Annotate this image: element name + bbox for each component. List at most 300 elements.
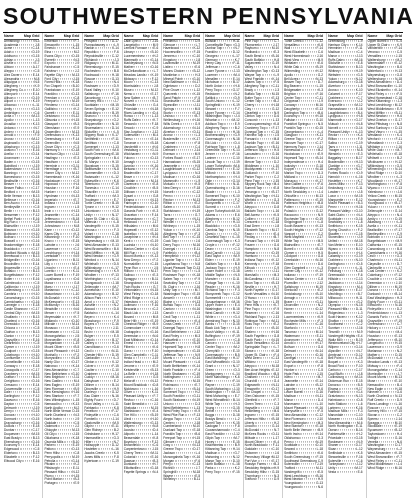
place-name: Vandergrift	[284, 469, 300, 474]
dot-leader	[135, 123, 151, 124]
dot-leader	[385, 460, 395, 461]
dot-leader	[188, 365, 193, 366]
index-entry	[124, 471, 158, 475]
map-grid-ref: J-11	[112, 326, 119, 331]
dot-leader	[23, 244, 32, 245]
dot-leader	[13, 108, 32, 109]
place-name: Gallitzin	[44, 106, 56, 111]
place-name: Shippingport	[284, 220, 303, 225]
map-grid-ref: E-4	[74, 265, 80, 270]
dot-leader	[95, 116, 113, 117]
dot-leader	[254, 331, 271, 332]
map-grid-ref: D-8	[273, 205, 280, 210]
place-name: Braddock	[4, 246, 18, 251]
map-grid-ref: E-2	[397, 197, 402, 202]
map-grid-ref: F-18	[355, 318, 363, 323]
map-grid-ref: K-13	[72, 401, 80, 406]
dot-leader	[176, 452, 195, 453]
map-grid-ref: F-11	[272, 443, 280, 448]
map-grid-ref: F-19	[233, 333, 240, 338]
place-name: Delmont	[163, 148, 176, 153]
place-name: White Oak	[367, 148, 383, 153]
map-grid-ref: K-15	[272, 394, 280, 399]
place-name: Meadow Lands	[367, 360, 390, 365]
dot-leader	[222, 460, 233, 461]
dot-leader	[19, 40, 33, 41]
map-grid-ref: N-9	[74, 254, 80, 259]
dot-leader	[260, 305, 274, 306]
map-grid-ref: H-10	[111, 159, 119, 164]
place-name: Reynoldsville	[84, 53, 104, 58]
dot-leader	[341, 165, 357, 166]
dot-leader	[381, 260, 395, 261]
dot-leader	[379, 441, 397, 442]
dot-leader	[58, 218, 72, 219]
dot-leader	[59, 127, 74, 128]
dot-leader	[260, 358, 271, 359]
map-grid-ref: L-8	[235, 144, 240, 149]
dot-leader	[173, 312, 194, 313]
map-grid-ref: E-16	[32, 398, 40, 403]
dot-leader	[260, 475, 273, 476]
dot-leader	[18, 343, 34, 344]
map-grid-ref: F-5	[74, 311, 80, 316]
map-grid-ref: K-6	[318, 450, 324, 455]
map-grid-ref: K-7	[234, 57, 240, 62]
dot-leader	[180, 89, 193, 90]
place-name: Lemont Furnace	[123, 46, 148, 51]
map-grid-ref: G-11	[316, 299, 324, 304]
dot-leader	[293, 301, 316, 302]
place-name: New Stanton	[284, 424, 303, 429]
place-name: McDonald	[367, 356, 382, 361]
dot-leader	[294, 263, 317, 264]
place-name: Armstrong	[4, 38, 19, 43]
dot-leader	[272, 184, 273, 185]
place-name: Gilmore	[163, 439, 175, 444]
place-name: Uniontown	[84, 208, 100, 213]
place-name: Irwin	[44, 208, 52, 213]
dot-leader	[134, 195, 153, 196]
map-grid-ref: H-9	[396, 205, 402, 210]
map-grid-ref: L-3	[114, 356, 119, 361]
header-grid-label: Map Grid	[184, 34, 201, 38]
dot-leader	[219, 78, 233, 79]
place-name: Midland	[44, 318, 56, 323]
map-grid-ref: H-11	[355, 295, 363, 300]
place-name: North Belle Vernon	[44, 409, 72, 414]
place-name: Springdale Twp	[244, 345, 267, 350]
place-name: Mather	[367, 352, 378, 357]
map-grid-ref: L-4	[153, 295, 159, 300]
place-name: Unity	[328, 466, 336, 471]
header-grid-label: Map Grid	[346, 34, 363, 38]
place-name: West Kittanning	[367, 99, 390, 104]
map-grid-ref: K-9	[318, 314, 324, 319]
map-grid-ref: H-8	[195, 345, 201, 350]
map-grid-ref: L-2	[235, 416, 240, 421]
map-grid-ref: C-8	[74, 450, 80, 455]
dot-leader	[133, 176, 154, 177]
map-grid-ref: B-18	[232, 307, 240, 312]
dot-leader	[174, 467, 195, 468]
dot-leader	[225, 146, 234, 147]
map-grid-ref: K-12	[316, 269, 324, 274]
map-grid-ref: N-18	[316, 167, 324, 172]
map-grid-ref: G-19	[272, 61, 280, 66]
map-grid-ref: H-18	[272, 103, 280, 108]
place-name: Washington	[367, 65, 385, 70]
place-name: Chippewa	[284, 99, 299, 104]
dot-leader	[378, 214, 396, 215]
map-grid-ref: K-10	[151, 299, 159, 304]
dot-leader	[385, 411, 395, 412]
dot-leader	[221, 437, 234, 438]
dot-leader	[14, 271, 32, 272]
map-grid-ref: J-8	[153, 84, 159, 89]
dot-leader	[139, 59, 151, 60]
map-grid-ref: H-19	[193, 208, 201, 213]
map-grid-ref: B-19	[316, 65, 324, 70]
dot-leader	[101, 252, 111, 253]
place-name: Jefferson	[205, 65, 219, 70]
place-name: Bullskin	[205, 38, 217, 43]
dot-leader	[302, 82, 318, 83]
place-name: Bridgeville	[4, 258, 19, 263]
place-name: Fredericktown	[123, 205, 144, 210]
place-name: Richland Twp	[244, 314, 264, 319]
dot-leader	[293, 354, 316, 355]
dot-leader	[62, 139, 72, 140]
dot-leader	[304, 225, 316, 226]
dot-leader	[99, 460, 111, 461]
place-name: Fredericktown	[367, 311, 388, 316]
dot-leader	[255, 362, 274, 363]
map-grid-ref: N-8	[113, 167, 119, 172]
map-grid-ref: K-12	[193, 46, 201, 51]
place-name: Derry	[4, 409, 12, 414]
dot-leader	[142, 362, 153, 363]
map-grid-ref: L-8	[397, 220, 402, 225]
dot-leader	[342, 437, 355, 438]
place-name: Woodland	[367, 178, 382, 183]
dot-leader	[296, 449, 317, 450]
dot-leader	[56, 324, 72, 325]
map-grid-ref: F-14	[151, 212, 159, 217]
place-name: Hannastown	[328, 106, 346, 111]
place-name: Slovan	[367, 413, 378, 418]
dot-leader	[14, 135, 34, 136]
map-grid-ref: D-13	[151, 156, 159, 161]
place-name: Jefferson	[367, 337, 381, 342]
map-grid-ref: K-15	[193, 91, 201, 96]
place-name: Summit Twp	[244, 186, 263, 191]
dot-leader	[55, 59, 73, 60]
place-name: Stonycreek	[205, 201, 222, 206]
place-name: Windber	[84, 273, 97, 278]
map-grid-ref: B-15	[316, 246, 324, 251]
map-grid-ref: H-16	[232, 129, 240, 134]
map-grid-ref: G-14	[394, 208, 402, 213]
dot-leader	[141, 97, 153, 98]
place-name: Perry	[163, 462, 171, 467]
map-grid-ref: N-3	[273, 473, 280, 478]
place-name: Glen Campbell	[284, 265, 306, 270]
place-name: Turkeytown	[328, 462, 345, 467]
place-name: Alverton	[328, 84, 340, 89]
place-name: Burgettstown	[367, 239, 387, 244]
place-name: Wendel	[163, 220, 175, 225]
place-name: North Strabane	[163, 371, 185, 376]
map-grid-ref: M-19	[394, 284, 402, 289]
dot-leader	[263, 169, 272, 170]
map-grid-ref: K-3	[74, 231, 80, 236]
dot-leader	[146, 74, 151, 75]
dot-leader	[99, 112, 111, 113]
dot-leader	[254, 218, 272, 219]
dot-leader	[101, 422, 113, 423]
dot-leader	[220, 335, 232, 336]
map-grid-ref: N-16	[111, 394, 119, 399]
index-column	[3, 33, 40, 498]
dot-leader	[294, 365, 318, 366]
map-grid-ref: J-13	[112, 144, 119, 149]
place-name: Monessen	[284, 401, 299, 406]
dot-leader	[338, 241, 355, 242]
place-name: Volant	[84, 231, 94, 236]
map-grid-ref: G-9	[113, 254, 119, 259]
map-grid-ref: J-2	[358, 99, 363, 104]
dot-leader	[263, 142, 272, 143]
dot-leader	[176, 154, 195, 155]
map-grid-ref: G-2	[113, 118, 119, 123]
map-grid-ref: N-18	[232, 137, 240, 142]
map-grid-ref: N-4	[153, 469, 159, 474]
map-grid-ref: D-16	[232, 186, 240, 191]
dot-leader	[380, 294, 394, 295]
dot-leader	[141, 452, 150, 453]
map-grid-ref: D-19	[111, 352, 119, 357]
place-name: Paintersville	[328, 432, 346, 437]
header-grid-label: Map Grid	[307, 34, 324, 38]
dot-leader	[178, 165, 195, 166]
map-grid-ref: B-8	[234, 261, 240, 266]
map-grid-ref: F-12	[32, 454, 40, 459]
map-grid-ref: J-15	[272, 178, 280, 183]
map-grid-ref: N-15	[151, 288, 159, 293]
dot-leader	[223, 86, 234, 87]
place-name: Ellwood City	[4, 458, 22, 463]
place-name: Deemston	[367, 280, 383, 285]
dot-leader	[263, 210, 272, 211]
place-name: Daugherty	[284, 106, 299, 111]
page-title: SOUTHWESTERN PENNSYLVANIA	[3, 3, 414, 29]
map-grid-ref: L-5	[274, 254, 280, 259]
map-grid-ref: D-13	[72, 91, 80, 96]
place-name: Oakland	[244, 171, 257, 176]
dot-leader	[226, 195, 232, 196]
place-name: Adams	[205, 212, 216, 217]
map-grid-ref: G-8	[317, 254, 324, 259]
place-name: Oliver	[123, 390, 133, 395]
map-grid-ref: C-16	[316, 322, 324, 327]
dot-leader	[136, 180, 151, 181]
place-name: Calumet	[163, 140, 176, 145]
map-grid-ref: C-16	[111, 322, 119, 327]
dot-leader	[262, 82, 274, 83]
map-grid-ref: B-11	[72, 258, 80, 263]
map-grid-ref: B-17	[272, 190, 280, 195]
place-name: Greenville	[44, 140, 59, 145]
dot-leader	[62, 135, 72, 136]
map-grid-ref: H-17	[232, 356, 240, 361]
place-name: Gilpin Twp	[205, 435, 221, 440]
place-name: Bentleyville	[367, 231, 384, 236]
map-grid-ref: C-19	[111, 458, 119, 463]
place-name: Monaca	[284, 178, 296, 183]
dot-leader	[298, 256, 317, 257]
dot-leader	[180, 305, 194, 306]
place-name: Ligonier	[44, 258, 56, 263]
dot-leader	[95, 343, 111, 344]
place-name: Baden	[4, 159, 14, 164]
place-name: Hostetter	[84, 447, 98, 452]
dot-leader	[21, 312, 31, 313]
dot-leader	[17, 93, 32, 94]
dot-leader	[381, 350, 396, 351]
dot-leader	[299, 101, 318, 102]
map-grid-ref: F-10	[355, 363, 363, 368]
map-grid-ref: L-12	[233, 99, 240, 104]
place-name: Georgetown	[284, 129, 302, 134]
map-grid-ref: H-14	[316, 432, 324, 437]
place-name: Callery	[84, 341, 95, 346]
map-grid-ref: L-6	[397, 356, 402, 361]
map-grid-ref: L-7	[195, 42, 201, 47]
dot-leader	[230, 210, 232, 211]
place-name: Monessen	[44, 329, 60, 334]
place-name: Whitney	[163, 224, 175, 229]
map-grid-ref: J-19	[152, 356, 159, 361]
place-name: Barnesboro	[4, 174, 21, 179]
dot-leader	[65, 388, 74, 389]
dot-leader	[177, 384, 194, 385]
place-name: Dysart	[123, 193, 134, 198]
place-name: Montgomery	[205, 371, 223, 376]
map-grid-ref: D-4	[317, 398, 324, 403]
map-grid-ref: N-11	[112, 348, 119, 353]
map-grid-ref: E-5	[318, 469, 324, 474]
place-name: Cuddy	[84, 375, 94, 380]
map-grid-ref: E-15	[355, 379, 363, 384]
map-grid-ref: D-18	[151, 292, 159, 297]
place-name: Adah	[4, 50, 12, 55]
dot-leader	[215, 407, 232, 408]
dot-leader	[341, 48, 355, 49]
dot-leader	[220, 456, 232, 457]
dot-leader	[258, 460, 272, 461]
dot-leader	[176, 146, 194, 147]
place-name: Upper St. Clair	[244, 352, 266, 357]
map-grid-ref: E-9	[234, 121, 240, 126]
map-grid-ref: N-14	[111, 258, 119, 263]
place-name: Allison Park	[84, 295, 102, 300]
place-name: Vesta	[328, 469, 337, 474]
map-grid-ref: F-12	[395, 273, 402, 278]
place-name: Springdale	[84, 156, 100, 161]
place-name: Arden	[4, 129, 13, 134]
dot-leader	[100, 97, 113, 98]
dot-leader	[18, 456, 33, 457]
dot-leader	[259, 180, 272, 181]
dot-leader	[307, 407, 316, 408]
place-name: United	[328, 239, 338, 244]
place-name: Eau Claire	[84, 394, 100, 399]
dot-leader	[261, 339, 272, 340]
map-grid-ref: M-15	[111, 103, 119, 108]
dot-leader	[14, 127, 34, 128]
place-name: Pittsburgh	[44, 466, 59, 471]
map-grid-ref: J-16	[316, 53, 324, 58]
map-grid-ref: K-18	[72, 80, 80, 85]
dot-leader	[382, 430, 394, 431]
map-grid-ref: B-16	[316, 473, 324, 478]
place-name: Richhill	[163, 466, 174, 471]
place-name: Marion	[244, 156, 255, 161]
place-name: Wellersburg	[367, 76, 385, 81]
place-name: Aleppo	[367, 212, 378, 217]
dot-leader	[266, 127, 272, 128]
map-grid-ref: M-15	[32, 432, 40, 437]
dot-leader	[339, 369, 355, 370]
dot-leader	[98, 263, 113, 264]
map-grid-ref: D-10	[232, 458, 240, 463]
dot-leader	[102, 123, 111, 124]
map-grid-ref: G-6	[194, 303, 201, 308]
map-grid-ref: C-10	[355, 413, 363, 418]
dot-leader	[180, 48, 193, 49]
place-name: Potter	[284, 205, 293, 210]
dot-leader	[338, 142, 355, 143]
map-grid-ref: H-7	[153, 462, 159, 467]
dot-leader	[100, 157, 113, 158]
map-grid-ref: H-11	[151, 99, 159, 104]
map-grid-ref: J-9	[74, 61, 80, 66]
map-grid-ref: E-14	[151, 137, 159, 142]
dot-leader	[339, 362, 357, 363]
place-name: Clearfield	[4, 341, 18, 346]
map-grid-ref: G-14	[272, 424, 280, 429]
dot-leader	[132, 350, 151, 351]
place-name: Robinson	[163, 382, 177, 387]
dot-leader	[266, 471, 271, 472]
index-column	[42, 33, 80, 498]
dot-leader	[98, 184, 111, 185]
map-grid-ref: G-13	[32, 106, 40, 111]
place-name: Alpsville	[328, 348, 340, 353]
place-name: Darragh	[328, 167, 340, 172]
place-name: Mount Pleasant	[284, 405, 307, 410]
dot-leader	[59, 452, 73, 453]
place-name: Lawrence	[44, 246, 59, 251]
place-name: South Greensburg	[284, 454, 311, 459]
place-name: Aleppo	[244, 363, 255, 368]
map-grid-ref: H-4	[357, 250, 363, 255]
place-name: Hahntown	[328, 398, 343, 403]
dot-leader	[213, 260, 232, 261]
dot-leader	[379, 290, 397, 291]
place-name: Lucinda	[123, 242, 135, 247]
